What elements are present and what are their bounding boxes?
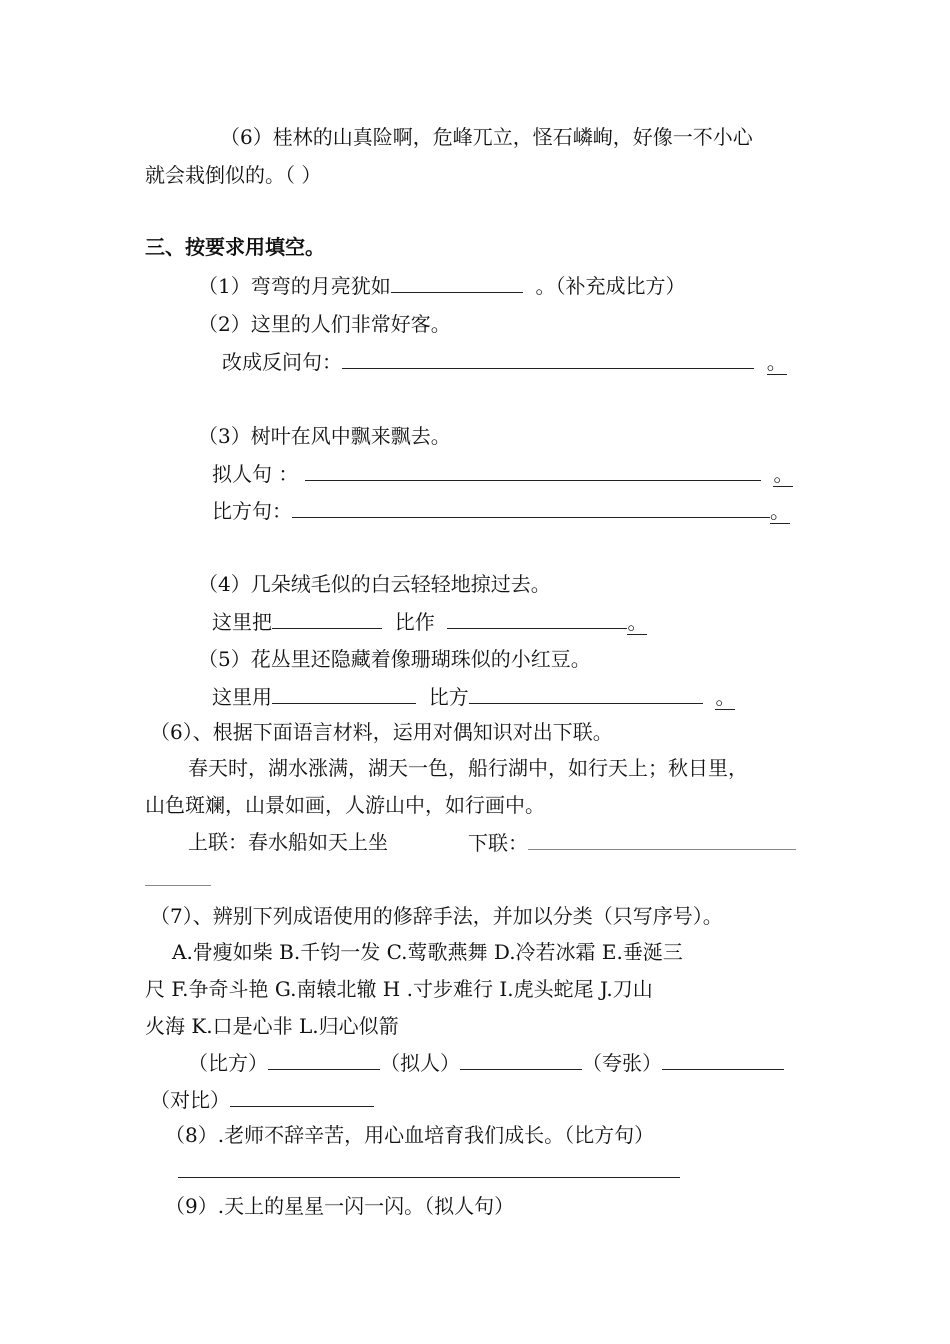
q6-lower-line xyxy=(468,829,796,856)
q3-label2: 比方句： xyxy=(212,499,292,523)
q8-text: （8）.老师不辞辛苦，用心血培育我们成长。（比方句） xyxy=(165,1123,655,1147)
q3-text: （3）树叶在风中飘来飘去。 xyxy=(198,424,451,448)
q9-text: （9）.天上的星星一闪一闪。（拟人句） xyxy=(165,1194,515,1218)
q4-blank-b[interactable] xyxy=(447,608,627,629)
q1-line xyxy=(198,272,685,299)
q7-contrast-row xyxy=(150,1086,374,1113)
prev-q6-line1: （6）桂林的山真险啊，危峰兀立，怪石嶙峋，好像一不小心 xyxy=(220,125,753,149)
q5-mid: 比方 xyxy=(428,685,469,709)
q5-text: （5）花丛里还隐藏着像珊瑚珠似的小红豆。 xyxy=(198,647,591,671)
q8-answer-blank[interactable] xyxy=(178,1177,680,1178)
q4-label: 这里把 xyxy=(212,610,272,634)
q3-simile-line xyxy=(212,497,790,524)
q5-label: 这里用 xyxy=(212,685,272,709)
q2-label: 改成反问句： xyxy=(222,350,342,374)
q7-options-row2: 尺 F.争奇斗艳 G.南辕北辙 H .寸步难行 I.虎头蛇尾 J.刀山 xyxy=(145,977,653,1001)
q5-end: 。 xyxy=(715,685,736,709)
q7-personify-blank[interactable] xyxy=(460,1049,582,1070)
q1-after: 。（补充成比方） xyxy=(535,274,686,298)
q7-options-row1: A.骨瘦如柴 B.千钧一发 C.莺歌燕舞 D.冷若冰霜 E.垂涎三 xyxy=(172,940,683,964)
q2-answer-blank[interactable] xyxy=(342,348,754,369)
q6-upper: 上联：春水船如天上坐 xyxy=(188,830,388,854)
q1-text: （1）弯弯的月亮犹如 xyxy=(198,274,391,298)
q7-cat-contrast: （对比） xyxy=(150,1088,230,1112)
q4-text: （4）几朵绒毛似的白云轻轻地掠过去。 xyxy=(198,572,551,596)
q4-answer-line xyxy=(212,608,647,635)
q6-lower-blank-cont[interactable] xyxy=(145,885,211,886)
q5-answer-line xyxy=(212,683,735,710)
q4-end: 。 xyxy=(627,610,648,634)
q7-categories-row xyxy=(188,1049,784,1076)
q2-answer-line xyxy=(222,348,787,375)
q6-lower: 下联： xyxy=(468,831,528,855)
q6-title: （6）、根据下面语言材料，运用对偶知识对出下联。 xyxy=(150,720,613,744)
q1-answer-blank[interactable] xyxy=(391,272,523,293)
q7-cat-simile: （比方） xyxy=(188,1051,268,1075)
q4-mid: 比作 xyxy=(394,610,435,634)
q7-cat-hyperbole: （夸张） xyxy=(582,1051,662,1075)
q2-end: 。 xyxy=(766,350,787,374)
q7-contrast-blank[interactable] xyxy=(230,1086,374,1107)
q7-cat-personify: （拟人） xyxy=(380,1051,460,1075)
q7-options-row3: 火海 K.口是心非 L.归心似箭 xyxy=(145,1014,399,1038)
prev-q6-line2: 就会栽倒似的。（ ） xyxy=(145,163,322,187)
q4-blank-a[interactable] xyxy=(272,608,382,629)
q3-personify-line xyxy=(212,460,793,487)
q7-hyperbole-blank[interactable] xyxy=(662,1049,784,1070)
q3-end1: 。 xyxy=(773,462,794,486)
q6-para2: 山色斑斓，山景如画，人游山中，如行画中。 xyxy=(145,793,545,817)
q2-text: （2）这里的人们非常好客。 xyxy=(198,312,451,336)
q5-blank-b[interactable] xyxy=(469,683,703,704)
q3-personify-blank[interactable] xyxy=(305,460,761,481)
q6-para1: 春天时，湖水涨满，湖天一色，船行湖中，如行天上；秋日里， xyxy=(188,756,748,780)
q6-lower-blank[interactable] xyxy=(528,829,796,850)
q3-simile-blank[interactable] xyxy=(292,497,770,518)
q3-end2: 。 xyxy=(770,499,790,523)
q7-simile-blank[interactable] xyxy=(268,1049,380,1070)
q3-label1: 拟人句 ： xyxy=(212,462,299,486)
q7-title: （7）、辨别下列成语使用的修辞手法，并加以分类（只写序号）。 xyxy=(150,904,723,928)
q5-blank-a[interactable] xyxy=(272,683,416,704)
section-title: 三、按要求用填空。 xyxy=(145,235,325,259)
